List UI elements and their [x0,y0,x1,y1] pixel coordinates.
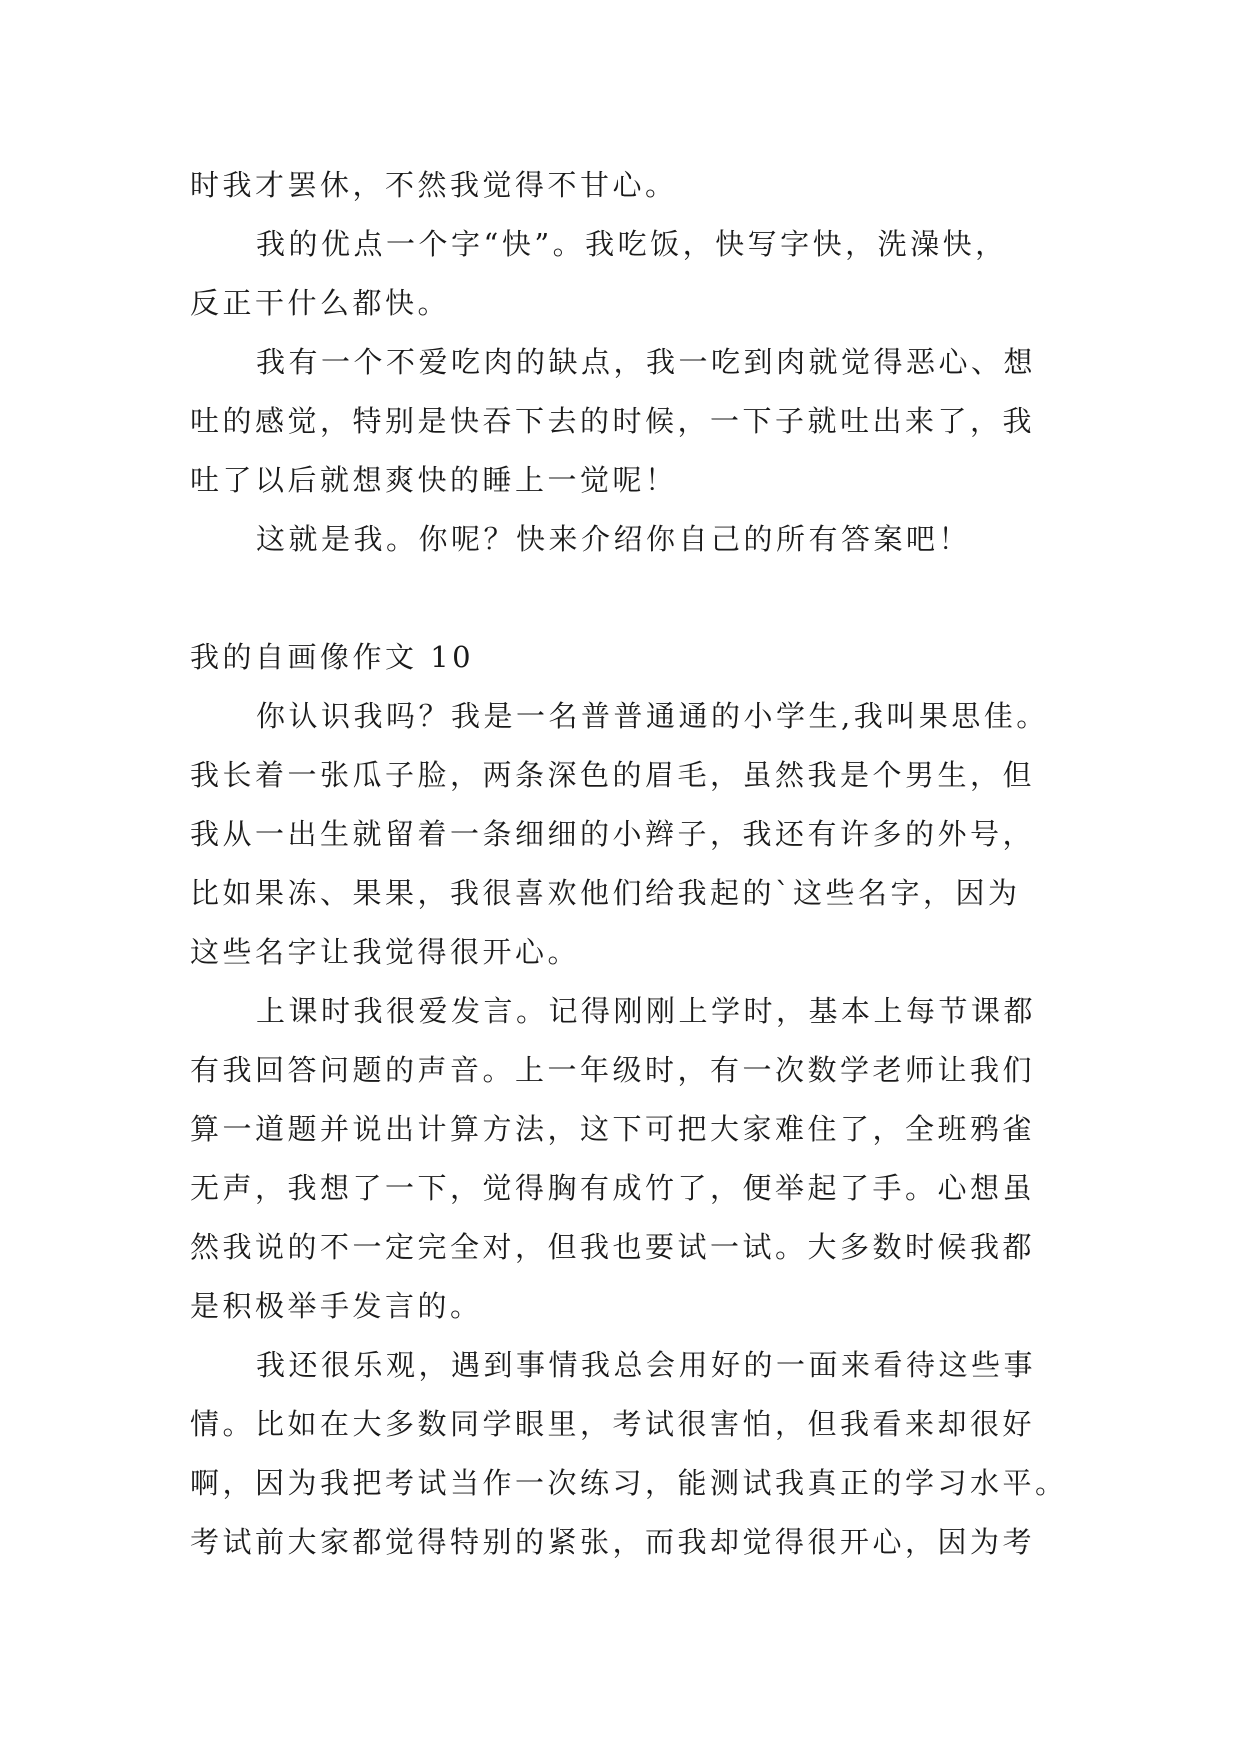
paragraph-line: 时我才罢休，不然我觉得不甘心。 [190,168,678,202]
paragraph-line: 上课时我很爱发言。记得刚刚上学时，基本上每节课都 [256,994,1037,1028]
paragraph-line: 考试前大家都觉得特别的紧张，而我却觉得很开心，因为考 [190,1525,1036,1559]
paragraph-line: 反正干什么都快。 [190,286,451,320]
paragraph-line: 这些名字让我觉得很开心。 [190,935,581,969]
paragraph-line: 啊，因为我把考试当作一次练习，能测试我真正的学习水平。 [190,1466,1068,1500]
paragraph-line: 是积极举手发言的。 [190,1289,483,1323]
paragraph-line: 我从一出生就留着一条细细的小辫子，我还有许多的外号， [190,817,1036,851]
section-spacer [190,569,1060,628]
section-title: 我的自画像作文 10 [190,640,475,674]
paragraph-line: 无声，我想了一下，觉得胸有成竹了，便举起了手。心想虽 [190,1171,1036,1205]
paragraph-line: 吐了以后就想爽快的睡上一觉呢！ [190,463,678,497]
paragraph-line: 我还很乐观，遇到事情我总会用好的一面来看待这些事 [256,1348,1037,1382]
paragraph-line: 这就是我。你呢？快来介绍你自己的所有答案吧！ [256,522,972,556]
paragraph-line: 然我说的不一定完全对，但我也要试一试。大多数时候我都 [190,1230,1036,1264]
paragraph-line: 情。比如在大多数同学眼里，考试很害怕，但我看来却很好 [190,1407,1036,1441]
paragraph-line: 我的优点一个字“快”。我吃饭，快写字快，洗澡快， [256,227,1008,261]
paragraph-line: 有我回答问题的声音。上一年级时，有一次数学老师让我们 [190,1053,1036,1087]
paragraph-line: 吐的感觉，特别是快吞下去的时候，一下子就吐出来了，我 [190,404,1036,438]
essay-text [190,156,1068,1572]
paragraph-line: 算一道题并说出计算方法，这下可把大家难住了，全班鸦雀 [190,1112,1036,1146]
paragraph-line: 你认识我吗？我是一名普普通通的小学生,我叫果思佳。 [256,699,1049,733]
paragraph-line: 我有一个不爱吃肉的缺点，我一吃到肉就觉得恶心、想 [256,345,1037,379]
paragraph-line: 比如果冻、果果，我很喜欢他们给我起的`这些名字，因为 [190,876,1021,910]
paragraph-line: 我长着一张瓜子脸，两条深色的眉毛，虽然我是个男生，但 [190,758,1036,792]
